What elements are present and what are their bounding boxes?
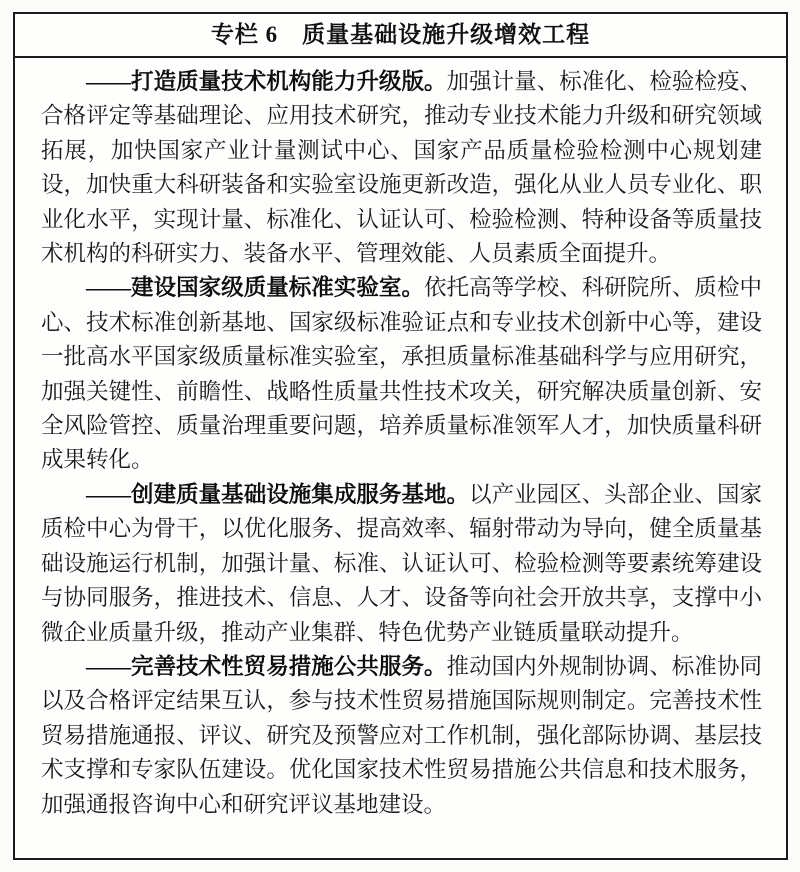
paragraph-2	[41, 271, 762, 477]
paragraph-1-lead: ——打造质量技术机构能力升级版。	[86, 69, 447, 94]
box-title: 专栏 6 质量基础设施升级增效工程	[15, 14, 786, 58]
paragraph-2-lead: ——建设国家级质量标准实验室。	[86, 275, 424, 301]
paragraph-3-lead: ——创建质量基础设施集成服务基地。	[86, 481, 470, 507]
paragraph-2-text: 依托高等学校、科研院所、质检中心、技术标准创新基地、国家级标准验证点和专业技术创新中心等，建设一批高水平国家级质量标准实验室，承担质量标准基础科学与应用研究，加强关键性、前瞻性、战略性质量共性技术攻关，研究解决质量创新、安全风险管控、质量治理重要问题，培养质量标准领军人才，加快质量科研成果转化。	[41, 275, 762, 473]
paragraph-4-text: 推动国内外规制协调、标准协同以及合格评定结果互认，参与技术性贸易措施国际规则制定。完善技术性贸易措施通报、评议、研究及预警应对工作机制，强化部际协调、基层技术支撑和专家队伍建设。优化国家技术性贸易措施公共信息和技术服务，加强通报咨询中心和研究评议基地建设。	[41, 653, 762, 817]
callout-box	[13, 12, 788, 860]
paragraph-1	[41, 65, 762, 271]
paragraph-3	[41, 478, 762, 650]
paragraph-4	[41, 650, 762, 822]
paragraph-1-text: 加强计量、标准化、检验检疫、合格评定等基础理论、应用技术研究，推动专业技术能力升级和研究领域拓展，加快国家产业计量测试中心、国家产品质量检验检测中心规划建设，加快重大科研装备和实验室设施更新改造，强化从业人员专业化、职业化水平，实现计量、标准化、认证认可、检验检测、特种设备等质量技术机构的科研实力、装备水平、管理效能、人员素质全面提升。	[41, 69, 762, 267]
paragraph-3-text: 以产业园区、头部企业、国家质检中心为骨干，以优化服务、提高效率、辐射带动为导向，健全质量基础设施运行机制，加强计量、标准、认证认可、检验检测等要素统筹建设与协同服务，推进技术、信息、人才、设备等向社会开放共享，支撑中小微企业质量升级，推动产业集群、特色优势产业链质量联动提升。	[41, 481, 762, 645]
box-body	[15, 58, 786, 822]
paragraph-4-lead: ——完善技术性贸易措施公共服务。	[86, 653, 447, 679]
